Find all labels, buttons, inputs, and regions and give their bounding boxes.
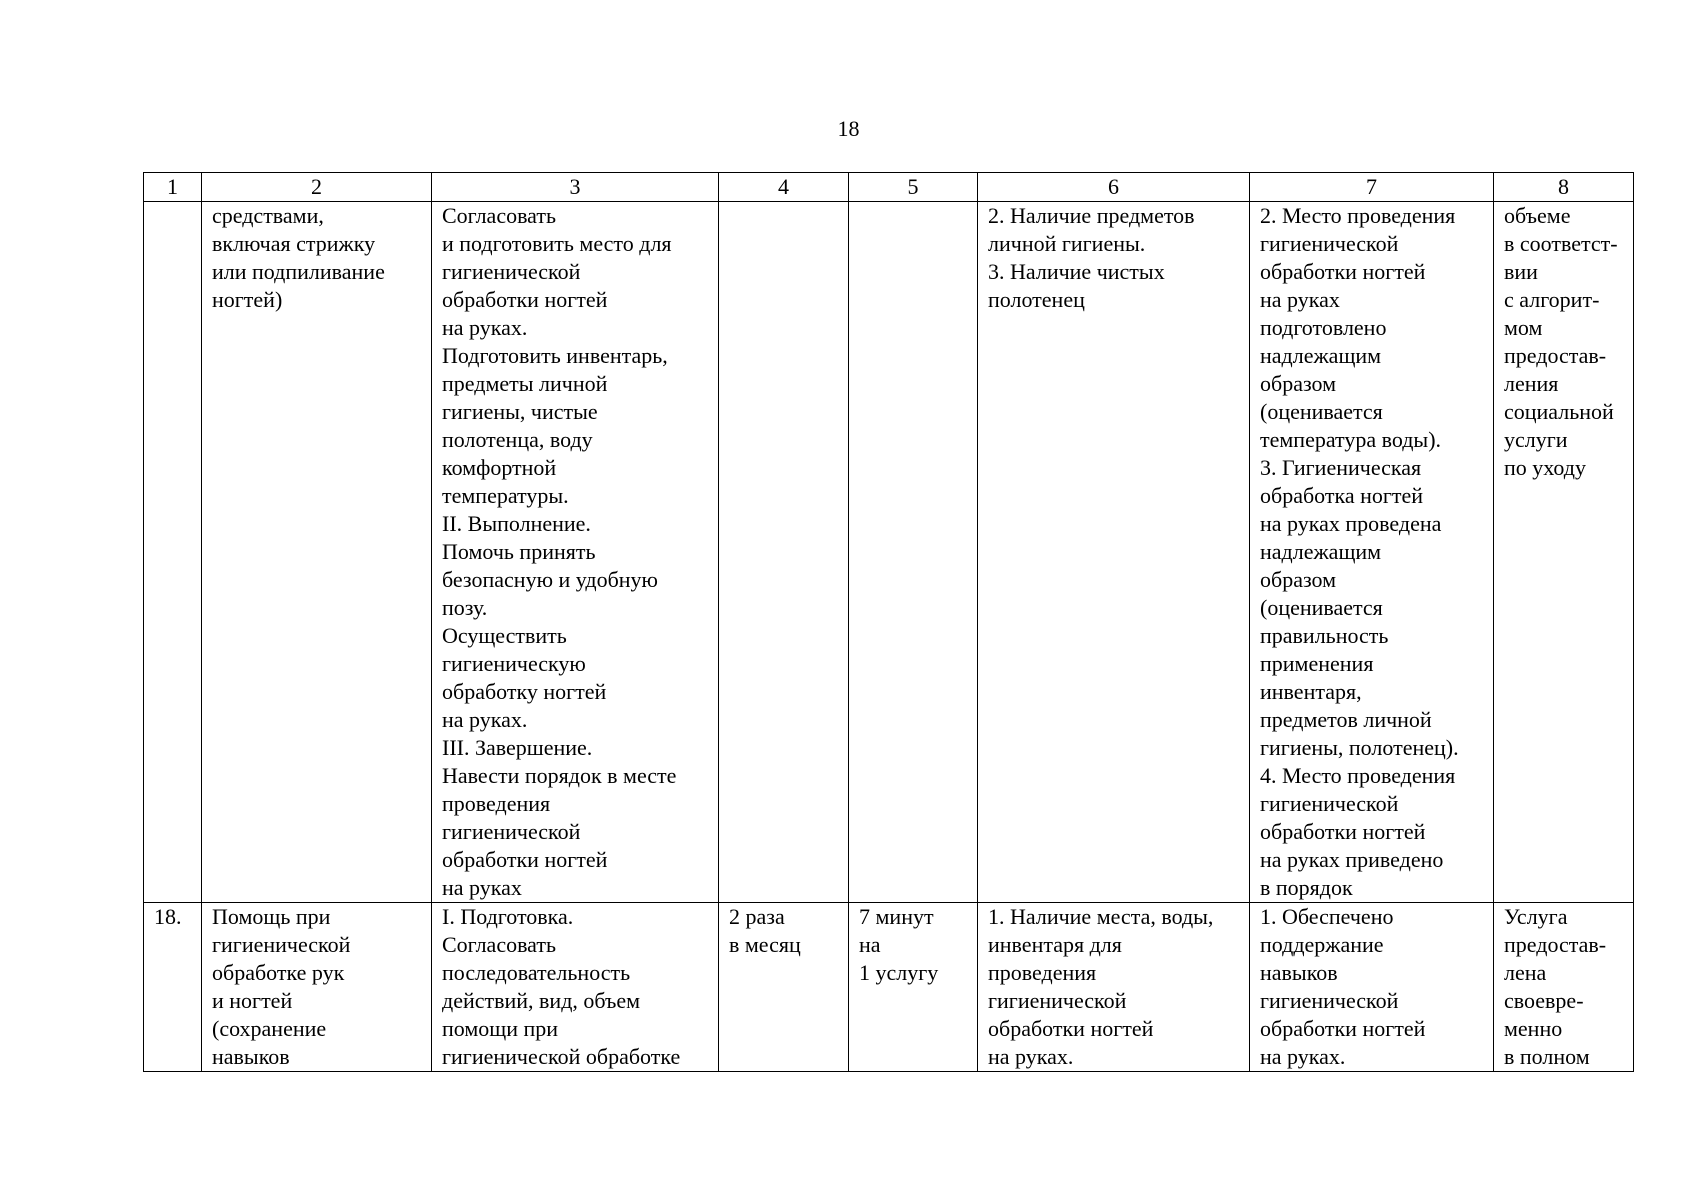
cell-text-line: гигиенической <box>212 932 351 957</box>
cell-text-line: обработка ногтей <box>1260 483 1424 508</box>
cell-text-line: ления <box>1504 371 1559 396</box>
cell-text-line: обработки ногтей <box>442 287 608 312</box>
cell-text-line: в порядок <box>1260 875 1353 900</box>
cell-text-line: 4. Место проведения <box>1260 763 1456 788</box>
cell-text-line: обработки ногтей <box>1260 1016 1426 1041</box>
column-header-8: 8 <box>1494 173 1634 202</box>
cell-text-line: Навести порядок в месте <box>442 763 677 788</box>
cell-text-line: комфортной <box>442 455 557 480</box>
cell-text-line: применения <box>1260 651 1374 676</box>
cell-text-line: и подготовить место для <box>442 231 672 256</box>
cell-text-line: навыков <box>212 1044 290 1069</box>
table-cell <box>719 202 849 903</box>
page-number: 18 <box>837 116 860 141</box>
cell-text-line: 7 минут <box>859 904 934 929</box>
cell-text-line: гигиенической <box>442 819 581 844</box>
cell-text-line: (сохранение <box>212 1016 327 1041</box>
cell-text-line: гигиенической <box>1260 988 1399 1013</box>
table-row <box>144 903 1634 1072</box>
cell-text-line: в месяц <box>729 932 801 957</box>
cell-text-line: полотенца, воду <box>442 427 593 452</box>
cell-text-line: обработки ногтей <box>988 1016 1154 1041</box>
cell-text-line: 2 раза <box>729 904 785 929</box>
table-cell <box>1494 903 1634 1072</box>
cell-text-line: 3. Наличие чистых <box>988 259 1165 284</box>
cell-text-line: гигиенической <box>442 259 581 284</box>
cell-text-line: социальной <box>1504 399 1614 424</box>
cell-text-line: в соответст- <box>1504 231 1618 256</box>
cell-text-line: правильность <box>1260 623 1389 648</box>
table-cell <box>144 903 202 1072</box>
column-header-2: 2 <box>202 173 432 202</box>
cell-text-line: позу. <box>442 595 488 620</box>
column-header-6: 6 <box>978 173 1250 202</box>
cell-text-line: предостав- <box>1504 932 1607 957</box>
cell-text-line: гигиенической <box>988 988 1127 1013</box>
cell-text-line: обработке рук <box>212 960 345 985</box>
cell-text-line: на руках <box>442 875 522 900</box>
cell-text-line: 1. Обеспечено <box>1260 904 1394 929</box>
cell-text-line: 1 услугу <box>859 960 939 985</box>
table-cell <box>432 202 719 903</box>
cell-text-line: III. Завершение. <box>442 735 593 760</box>
cell-text-line: действий, вид, объем <box>442 988 641 1013</box>
services-table <box>143 172 1634 1072</box>
table-cell <box>1494 202 1634 903</box>
cell-text-line: 18. <box>154 904 182 929</box>
cell-text-line: инвентаря для <box>988 932 1122 957</box>
cell-text-line: Осуществить <box>442 623 567 648</box>
table-cell <box>202 202 432 903</box>
cell-text-line: на руках проведена <box>1260 511 1442 536</box>
table-cell <box>1250 202 1494 903</box>
cell-text-line: ногтей) <box>212 287 283 312</box>
cell-text-line: поддержание <box>1260 932 1384 957</box>
cell-text-line: инвентаря, <box>1260 679 1362 704</box>
cell-text-line: в полном <box>1504 1044 1590 1069</box>
cell-text-line: мом <box>1504 315 1543 340</box>
cell-text-line: образом <box>1260 567 1337 592</box>
cell-text-line: обработку ногтей <box>442 679 607 704</box>
cell-text-line: подготовлено <box>1260 315 1387 340</box>
cell-text-line: обработки ногтей <box>442 847 608 872</box>
cell-text-line: (оценивается <box>1260 595 1383 620</box>
cell-text-line: личной гигиены. <box>988 231 1146 256</box>
table-body <box>144 202 1634 1072</box>
cell-text-line: предметы личной <box>442 371 608 396</box>
cell-text-line: на руках. <box>988 1044 1074 1069</box>
column-header-7: 7 <box>1250 173 1494 202</box>
cell-text-line: предметов личной <box>1260 707 1432 732</box>
table-cell <box>849 202 978 903</box>
cell-text-line: менно <box>1504 1016 1563 1041</box>
cell-text-line: (оценивается <box>1260 399 1383 424</box>
cell-text-line: 2. Наличие предметов <box>988 203 1195 228</box>
cell-text-line: услуги <box>1504 427 1568 452</box>
table-cell <box>978 202 1250 903</box>
cell-text-line: помощи при <box>442 1016 559 1041</box>
table-cell <box>1250 903 1494 1072</box>
cell-text-line: с алгорит- <box>1504 287 1600 312</box>
cell-text-line: Подготовить инвентарь, <box>442 343 668 368</box>
cell-text-line: гигиеническую <box>442 651 586 676</box>
cell-text-line: своевре- <box>1504 988 1584 1013</box>
cell-text-line: лена <box>1504 960 1547 985</box>
cell-text-line: на <box>859 932 881 957</box>
table-header-row <box>144 173 1634 202</box>
table-cell <box>432 903 719 1072</box>
cell-text-line: образом <box>1260 371 1337 396</box>
table-cell <box>978 903 1250 1072</box>
cell-text-line: надлежащим <box>1260 539 1382 564</box>
cell-text-line: последовательность <box>442 960 631 985</box>
cell-text-line: проведения <box>442 791 551 816</box>
cell-text-line: температуры. <box>442 483 569 508</box>
table-cell <box>849 903 978 1072</box>
table-cell <box>719 903 849 1072</box>
cell-text-line: полотенец <box>988 287 1085 312</box>
cell-text-line: на руках. <box>1260 1044 1346 1069</box>
cell-text-line: или подпиливание <box>212 259 385 284</box>
cell-text-line: обработки ногтей <box>1260 819 1426 844</box>
cell-text-line: Помощь при <box>212 904 331 929</box>
cell-text-line: 1. Наличие места, воды, <box>988 904 1214 929</box>
cell-text-line: по уходу <box>1504 455 1586 480</box>
cell-text-line: средствами, <box>212 203 324 228</box>
cell-text-line: на руках <box>1260 287 1340 312</box>
cell-text-line: температура воды). <box>1260 427 1442 452</box>
table-cell <box>202 903 432 1072</box>
cell-text-line: гигиенической <box>1260 231 1399 256</box>
cell-text-line: Согласовать <box>442 932 557 957</box>
cell-text-line: на руках. <box>442 315 528 340</box>
column-header-5: 5 <box>849 173 978 202</box>
cell-text-line: 2. Место проведения <box>1260 203 1456 228</box>
cell-text-line: надлежащим <box>1260 343 1382 368</box>
cell-text-line: II. Выполнение. <box>442 511 591 536</box>
cell-text-line: включая стрижку <box>212 231 376 256</box>
cell-text-line: Помочь принять <box>442 539 596 564</box>
cell-text-line: гигиенической <box>1260 791 1399 816</box>
cell-text-line: 3. Гигиеническая <box>1260 455 1422 480</box>
cell-text-line: гигиены, чистые <box>442 399 598 424</box>
column-header-1: 1 <box>144 173 202 202</box>
cell-text-line: на руках. <box>442 707 528 732</box>
cell-text-line: навыков <box>1260 960 1338 985</box>
table-row <box>144 202 1634 903</box>
column-header-3: 3 <box>432 173 719 202</box>
cell-text-line: предостав- <box>1504 343 1607 368</box>
cell-text-line: и ногтей <box>212 988 293 1013</box>
cell-text-line: вии <box>1504 259 1538 284</box>
cell-text-line: обработки ногтей <box>1260 259 1426 284</box>
cell-text-line: на руках приведено <box>1260 847 1444 872</box>
cell-text-line: безопасную и удобную <box>442 567 658 592</box>
cell-text-line: гигиенической обработке <box>442 1044 681 1069</box>
column-header-4: 4 <box>719 173 849 202</box>
cell-text-line: Услуга <box>1504 904 1568 929</box>
cell-text-line: I. Подготовка. <box>442 904 574 929</box>
table-cell <box>144 202 202 903</box>
cell-text-line: Согласовать <box>442 203 557 228</box>
cell-text-line: гигиены, полотенец). <box>1260 735 1459 760</box>
cell-text-line: проведения <box>988 960 1097 985</box>
cell-text-line: объеме <box>1504 203 1571 228</box>
